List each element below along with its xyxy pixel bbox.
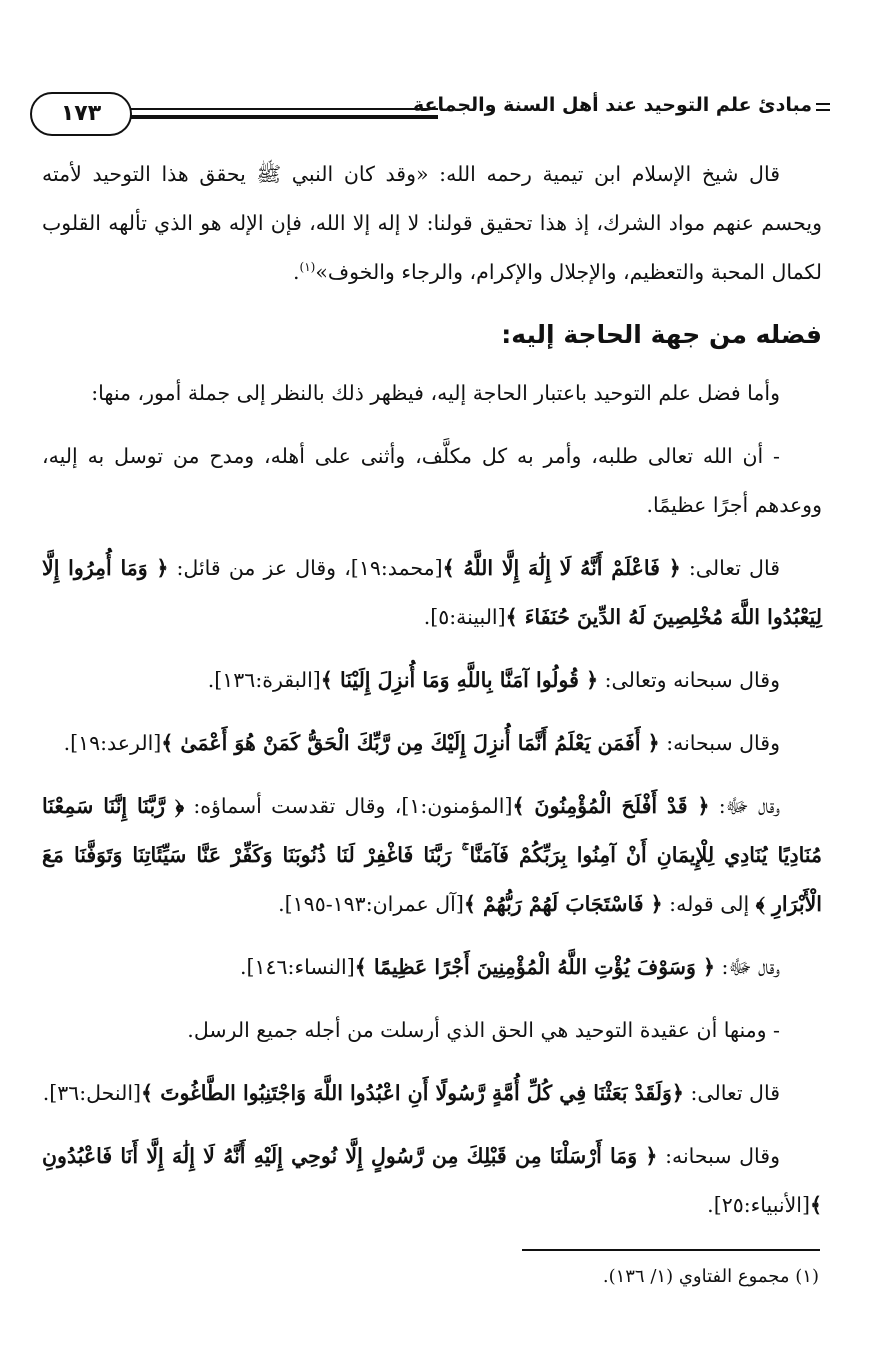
quran-verse: ﴿ وَمَا أَرْسَلْنَا مِن قَبْلِكَ مِن رَّسُولٍ إِلَّا نُوحِي إِلَيْهِ أَنَّهُ لَا إِلَٰهَ إِلَّا أَنَا فَاعْبُدُونِ ﴾ bbox=[42, 1144, 822, 1217]
quran-verse: ﴿ فَاعْلَمْ أَنَّهُ لَا إِلَٰهَ إِلَّا اللَّهُ ﴾ bbox=[442, 556, 681, 580]
verse-reference: [البقرة:١٣٦]. bbox=[207, 668, 321, 692]
verse-reference: [البينة:٥]. bbox=[423, 605, 506, 629]
verse-reference: [المؤمنون:١]، وقال تقدست أسماؤه: bbox=[184, 794, 513, 818]
paragraph-verses-1 bbox=[42, 544, 822, 642]
header-rule-thick bbox=[120, 115, 438, 119]
paragraph-point-two: - ومنها أن عقيدة التوحيد هي الحق الذي أرسلت من أجله جميع الرسل. bbox=[187, 1018, 780, 1042]
paragraph-ibn-taymiyyah-quote: قال شيخ الإسلام ابن تيمية رحمه الله: «وقد كان النبي ﷺ يحقق هذا التوحيد لأمته ويحسم عنهم مواد الشرك، إذ هذا تحقيق قولنا: لا إله إلا الله، فإن الإله هو الذي تألهه القلوب لكمال المحبة والتعظيم، والإجلال والإكرام، والرجاء والخوف»$^{(١)}$. bbox=[42, 162, 822, 284]
verse-intro: وقال سبحانه وتعالى: bbox=[598, 668, 780, 692]
running-header bbox=[30, 86, 830, 144]
verse-reference: [محمد:١٩]، وقال عز من قائل: bbox=[168, 556, 443, 580]
quran-verse: ﴿ رَّبَّنَا إِنَّنَا سَمِعْنَا مُنَادِيًا يُنَادِي لِلْإِيمَانِ أَنْ آمِنُوا بِرَبِّكُمْ فَآمَنَّا ۚ رَبَّنَا فَاغْفِرْ لَنَا ذُنُوبَنَا وَكَفِّرْ عَنَّا سَيِّئَاتِنَا وَتَوَفَّنَا مَعَ الْأَبْرَارِ ﴾ bbox=[42, 794, 822, 916]
quran-verse: ﴿ فَاسْتَجَابَ لَهُمْ رَبُّهُمْ ﴾ bbox=[463, 892, 663, 916]
paragraph-verses-5 bbox=[42, 943, 822, 992]
quran-verse: ﴿ قُولُوا آمَنَّا بِاللَّهِ وَمَا أُنزِلَ إِلَيْنَا ﴾ bbox=[320, 668, 599, 692]
quran-verse: ﴿وَلَقَدْ بَعَثْنَا فِي كُلِّ أُمَّةٍ رَّسُولًا أَنِ اعْبُدُوا اللَّهَ وَاجْتَنِبُوا الطَّاغُوتَ ﴾ bbox=[141, 1081, 684, 1105]
header-ornament bbox=[816, 103, 830, 111]
paragraph-verses-7 bbox=[42, 1132, 822, 1230]
verse-connector: إلى قوله: bbox=[662, 892, 756, 916]
verse-intro: قال تعالى: bbox=[680, 556, 780, 580]
header-rule bbox=[120, 108, 438, 110]
section-heading: فضله من جهة الحاجة إليه: bbox=[501, 320, 822, 349]
footnote-marker: (١) bbox=[299, 260, 316, 275]
quran-verse: ﴿ قَدْ أَفْلَحَ الْمُؤْمِنُونَ ﴾ bbox=[512, 794, 710, 818]
paragraph-point-one: - أن الله تعالى طلبه، وأمر به كل مكلَّف، وأثنى على أهله، ومدح من توسل به إليه، ووعدهم أجرًا عظيمًا. bbox=[42, 444, 822, 517]
quran-verse: ﴿ وَمَا أُمِرُوا إِلَّا لِيَعْبُدُوا اللَّهَ مُخْلِصِينَ لَهُ الدِّينَ حُنَفَاءَ ﴾ bbox=[42, 556, 822, 629]
footnote-separator bbox=[522, 1249, 820, 1251]
verse-intro: قال تعالى: bbox=[683, 1081, 780, 1105]
running-title: مبادئ علم التوحيد عند أهل السنة والجماعة bbox=[412, 94, 812, 116]
verse-reference: [الرعد:١٩]. bbox=[63, 731, 162, 755]
verse-reference: [النحل:٣٦]. bbox=[42, 1081, 142, 1105]
quran-verse: ﴿ وَسَوْفَ يُؤْتِ اللَّهُ الْمُؤْمِنِينَ أَجْرًا عَظِيمًا ﴾ bbox=[354, 955, 716, 979]
verse-reference: [النساء:١٤٦]. bbox=[239, 955, 355, 979]
quran-verse: ﴿ أَفَمَن يَعْلَمُ أَنَّمَا أُنزِلَ إِلَيْكَ مِن رَّبِّكَ الْحَقُّ كَمَنْ هُوَ أَعْمَىٰ ﴾ bbox=[161, 731, 660, 755]
verse-intro: وقال ﷻ: bbox=[709, 794, 780, 818]
page-number: ١٧٣ bbox=[30, 92, 132, 136]
paragraph-verses-2 bbox=[42, 656, 822, 705]
footnote: (١) مجموع الفتاوي (١/ ١٣٦). bbox=[602, 1266, 819, 1287]
verse-intro: وقال سبحانه: bbox=[659, 731, 780, 755]
paragraph-verses-3 bbox=[42, 719, 822, 768]
main-text bbox=[42, 150, 822, 1244]
verse-reference: [آل عمران:١٩٣-١٩٥]. bbox=[278, 892, 464, 916]
verse-intro: وقال ﷻ: bbox=[715, 955, 780, 979]
paragraph-verses-6 bbox=[42, 1069, 822, 1118]
paragraph-verses-4 bbox=[42, 782, 822, 929]
verse-reference: [الأنبياء:٢٥]. bbox=[707, 1193, 810, 1217]
quote-text: قال شيخ الإسلام ابن تيمية رحمه الله: «وقد كان النبي ﷺ يحقق هذا التوحيد لأمته ويحسم عنهم مواد الشرك، إذ هذا تحقيق قولنا: لا إله إلا الله، فإن الإله هو الذي تألهه القلوب لكمال المحبة والتعظيم، والإجلال والإكرام، والرجاء والخوف» bbox=[42, 162, 822, 284]
paragraph-intro: وأما فضل علم التوحيد باعتبار الحاجة إليه، فيظهر ذلك بالنظر إلى جملة أمور، منها: bbox=[91, 381, 780, 405]
verse-intro: وقال سبحانه: bbox=[657, 1144, 780, 1168]
